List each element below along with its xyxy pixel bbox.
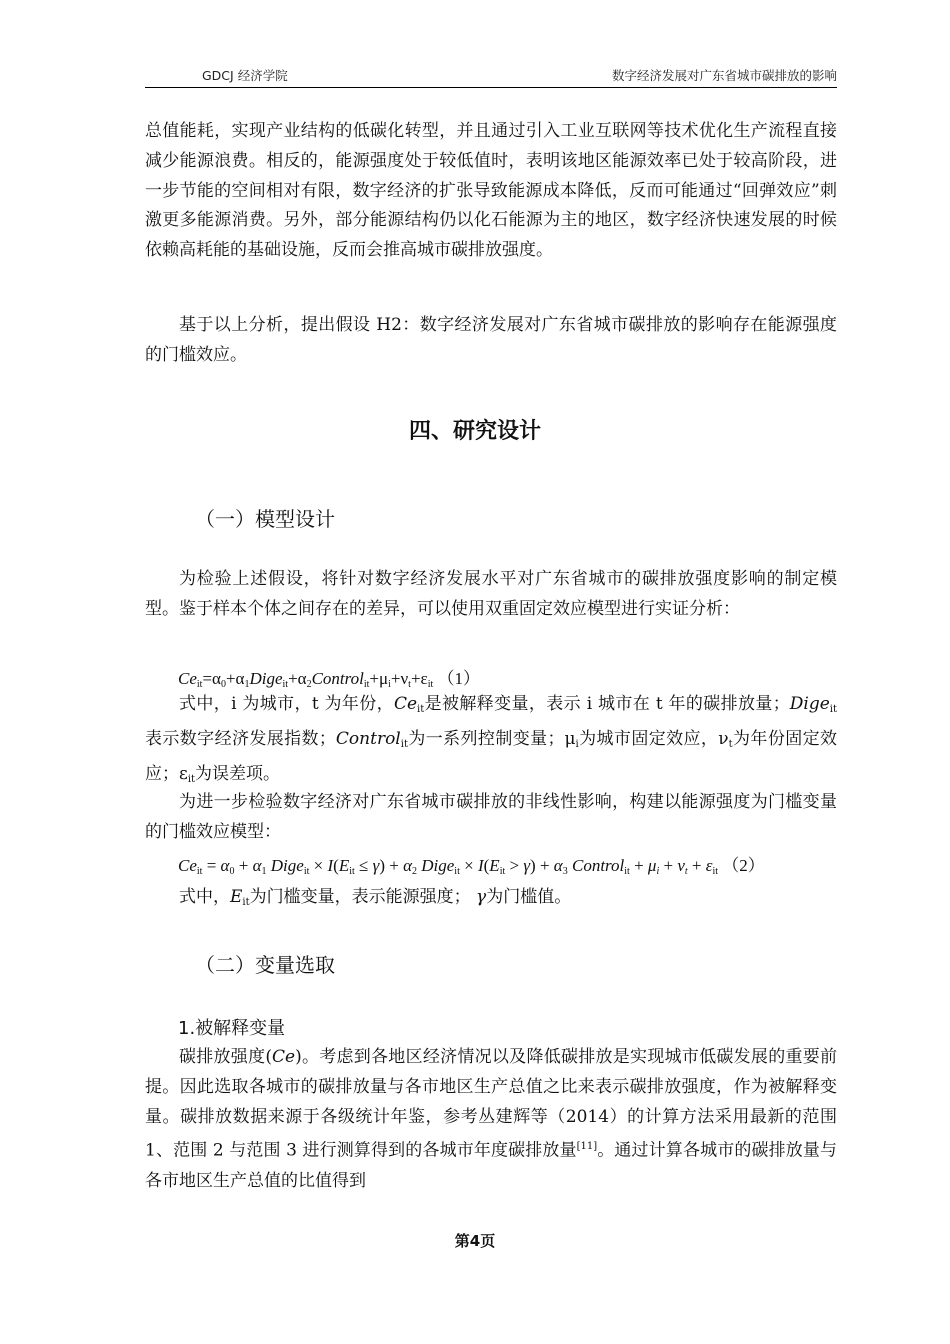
header-divider: [145, 87, 837, 88]
citation-11: [11]: [576, 1141, 598, 1153]
subsubsection-dependent-variable: 1.被解释变量: [178, 1018, 286, 1039]
subsection-model-design: （一）模型设计: [195, 507, 335, 531]
paragraph-model-intro: 为检验上述假设，将针对数字经济发展水平对广东省城市的碳排放强度影响的制定模型。鉴于样本个体之间存在的差异，可以使用双重固定效应模型进行实证分析：: [145, 569, 837, 619]
section-title: 四、研究设计: [408, 419, 541, 444]
paragraph-variable-definitions: 式中，i 为城市，t 为年份，$Ce_{it}$是被解释变量，表示 i 城市在 t 年的碳排放量；Dige$_{it}$表示数字经济发展指数；Control$_{it}$为一系列控制变量；$\mu_i$为城市固定效应，$\nu_t$为年份固定效应；$\varepsilon_{it}$为误差项。: [145, 694, 837, 785]
paragraph-threshold-intro: 为进一步检验数字经济对广东省城市碳排放的非线性影响，构建以能源强度为门槛变量的门槛效应模型：: [145, 792, 837, 842]
paragraph-carbon-intensity: 碳排放强度(Ce)。考虑到各地区经济情况以及降低碳排放是实现城市低碳发展的重要前提。因此选取各城市的碳排放量与各市地区生产总值之比来表示碳排放强度，作为被解释变量。碳排放数据来源于各级统计年鉴，参考丛建辉等（2014）的计算方法采用最新的范围 1、范围 2 与范围 3 进行测算得到的各城市年度碳排放量[11]。通过计算各城市的碳排放量与各市地区生产总值的比值得到: [145, 1047, 838, 1191]
paragraph-threshold-definitions: 式中，$E_{it}$为门槛变量，表示能源强度； γ为门槛值。: [179, 887, 572, 908]
paragraph-energy-analysis: 总值能耗，实现产业结构的低碳化转型，并且通过引入工业互联网等技术优化生产流程直接减少能源浪费。相反的，能源强度处于较低值时，表明该地区能源效率已处于较高阶段，进一步节能的空间相对有限，数字经济的扩张导致能源成本降低，反而可能通过“回弹效应”刺激更多能源消费。另外，部分能源结构仍以化石能源为主的地区，数字经济快速发展的时候依赖高耗能的基础设施，反而会推高城市碳排放强度。: [145, 121, 837, 261]
equation-2-number: （2）: [722, 856, 765, 875]
header-institution: GDCJ 经济学院: [202, 68, 288, 83]
equation-2: $Ce_{it} = \alpha_0 + \alpha_1$ Dige$_{it}$ × $I(E_{it} \le \gamma) + \alpha_2$ Dige$_{it}$ × $I(E_{it} > \gamma) + \alpha_3$ Control$_{it}$ + $\mu_i + \nu_t + \varepsilon_{it}$ （2）: [178, 856, 765, 877]
page-number: 第4页: [454, 1232, 496, 1250]
paragraph-hypothesis-h2: 基于以上分析，提出假设 H2：数字经济发展对广东省城市碳排放的影响存在能源强度的门槛效应。: [145, 315, 837, 365]
equation-1-number: （1）: [437, 669, 480, 688]
subsection-variable-selection: （二）变量选取: [195, 953, 335, 977]
header-paper-title: 数字经济发展对广东省城市碳排放的影响: [611, 68, 837, 83]
equation-1: $Ce_{it}=\alpha_0+\alpha_1Dige_{it}+\alpha_2Control_{it}+\mu_i+\nu_t+\varepsilon_{it}$ （1）: [178, 669, 480, 690]
